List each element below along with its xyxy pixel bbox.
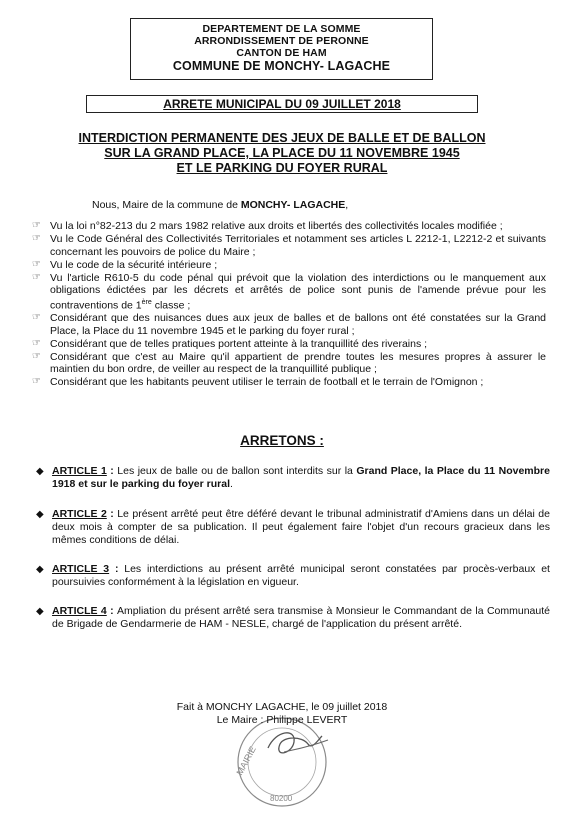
considerant-text: Considérant que de telles pratiques portent atteinte à la tranquillité des riverains ; <box>50 337 428 350</box>
article-4-sep: : <box>106 605 118 617</box>
pointing-hand-icon: ☞ <box>32 337 41 349</box>
signature-signatory: Le Maire : Philippe LEVERT <box>216 714 348 726</box>
considerant-text: Vu la loi n°82-213 du 2 mars 1982 relative aux droits et libertés des collectivités locales modifiée ; <box>50 220 503 232</box>
article-1-sep: : <box>106 465 118 477</box>
article-3-text: Les interdictions au présent arrêté municipal seront constatées par procès-verbaux et poursuivies conformément à la législation en vigueur. <box>52 563 550 588</box>
considerant-text: Considérant que c'est au Maire qu'il appartient de prendre toutes les mesures propres à assurer le maintien du bon ordre, de veiller au respect de la tranquillité publique ; <box>50 350 546 375</box>
considerant-text: Considérant que des nuisances dues aux jeux de balles et de ballons ont été constatées sur la Grand Place, la Place du 11 novembre 1945 et le parking du foyer rural ; <box>50 312 546 337</box>
diamond-icon: ◆ <box>36 606 44 617</box>
article-2 <box>36 508 550 547</box>
diamond-icon: ◆ <box>36 564 44 575</box>
considerant-item <box>32 376 546 389</box>
signature-place-date: Fait à MONCHY LAGACHE, le 09 juillet 2018 <box>176 701 388 713</box>
article-4 <box>36 605 550 631</box>
pointing-hand-icon: ☞ <box>32 312 41 323</box>
considerant-item <box>32 338 546 351</box>
pointing-hand-icon: ☞ <box>32 376 41 387</box>
considerant-item <box>32 272 546 312</box>
article-2-text: Le présent arrêté peut être déféré devant le tribunal administratif d'Amiens dans un délai de deux mois à compter de sa publication. Il peut également faire l'objet d'un recours gracieux dans les mêmes conditions de délai. <box>52 508 550 546</box>
considerant-text: Considérant que les habitants peuvent utiliser le terrain de football et le terrain de l'Omignon ; <box>50 376 484 388</box>
header-arrondissement: ARRONDISSEMENT DE PERONNE <box>194 35 369 47</box>
subject-line-2: SUR LA GRAND PLACE, LA PLACE DU 11 NOVEMBRE 1945 <box>104 146 460 160</box>
article-3 <box>36 563 550 589</box>
stamp-text-left: MAIRIE <box>234 744 258 777</box>
intro-prefix: Nous, Maire de la commune de <box>92 199 241 211</box>
article-2-label: ARTICLE 2 <box>52 508 107 520</box>
pointing-hand-icon: ☞ <box>32 220 41 231</box>
arrete-title-box <box>86 95 478 113</box>
considerant-text: Vu le code de la sécurité intérieure ; <box>50 258 218 271</box>
header-departement: DEPARTEMENT DE LA SOMME <box>202 23 361 35</box>
header-canton: CANTON DE HAM <box>236 47 327 59</box>
article-1-end: . <box>229 478 233 490</box>
considerant-text: Vu le Code Général des Collectivités Territoriales et notamment ses articles L 2212-1, L2212-2 et suivants concernant les pouvoirs de police du Maire ; <box>50 233 546 258</box>
arretons-heading <box>0 433 564 448</box>
article-4-label: ARTICLE 4 <box>52 605 107 617</box>
pointing-hand-icon: ☞ <box>32 271 41 283</box>
signature-block <box>0 701 564 727</box>
diamond-icon: ◆ <box>36 509 44 520</box>
considerants-list <box>32 220 546 389</box>
pointing-hand-icon: ☞ <box>32 258 41 270</box>
pointing-hand-icon: ☞ <box>32 233 41 244</box>
article-1-bold: Grand Place, la Place du 11 Novembre 1918 et sur le parking du foyer rural <box>52 465 550 490</box>
subject <box>40 131 524 176</box>
article-1 <box>36 465 550 491</box>
intro-commune: MONCHY- LAGACHE <box>240 199 346 211</box>
considerant-after: classe ; <box>151 299 191 311</box>
article-1-label: ARTICLE 1 <box>52 465 107 477</box>
considerant-item <box>32 233 546 258</box>
considerant-item <box>32 220 546 233</box>
article-2-sep: : <box>106 508 118 520</box>
pointing-hand-icon: ☞ <box>32 350 41 362</box>
arretons-text: ARRETONS : <box>240 433 324 448</box>
subject-line-1: INTERDICTION PERMANENTE DES JEUX DE BALLE ET DE BALLON <box>78 131 486 145</box>
stamp-text-bottom: 80200 <box>270 794 293 803</box>
considerant-item <box>32 351 546 376</box>
article-1-text: Les jeux de balle ou de ballon sont interdits sur la <box>117 465 357 477</box>
considerant-text: Vu l'article R610-5 du code pénal qui prévoit que la violation des interdictions ou le manquement aux obligations édictées par les décrets et arrêtés de police sont punis de l'amende prévue pour les contraventions de 1 <box>50 271 546 311</box>
diamond-icon: ◆ <box>36 466 44 477</box>
article-4-text: Ampliation du présent arrêté sera transmise à Monsieur le Commandant de la Communauté de Brigade de Gendarmerie de HAM - NESLE, chargé de l'application du présent arrêté. <box>52 605 550 630</box>
intro <box>92 199 348 212</box>
considerant-sup: ère <box>141 298 152 306</box>
arrete-title: ARRETE MUNICIPAL DU 09 JUILLET 2018 <box>163 97 401 111</box>
header-commune: COMMUNE DE MONCHY- LAGACHE <box>172 59 391 73</box>
subject-line-3: ET LE PARKING DU FOYER RURAL <box>176 161 388 175</box>
intro-suffix: , <box>345 199 349 211</box>
header-box <box>130 18 433 80</box>
article-3-label: ARTICLE 3 <box>52 563 110 575</box>
considerant-item <box>32 259 546 272</box>
article-3-sep: : <box>109 563 125 575</box>
considerant-item <box>32 312 546 337</box>
